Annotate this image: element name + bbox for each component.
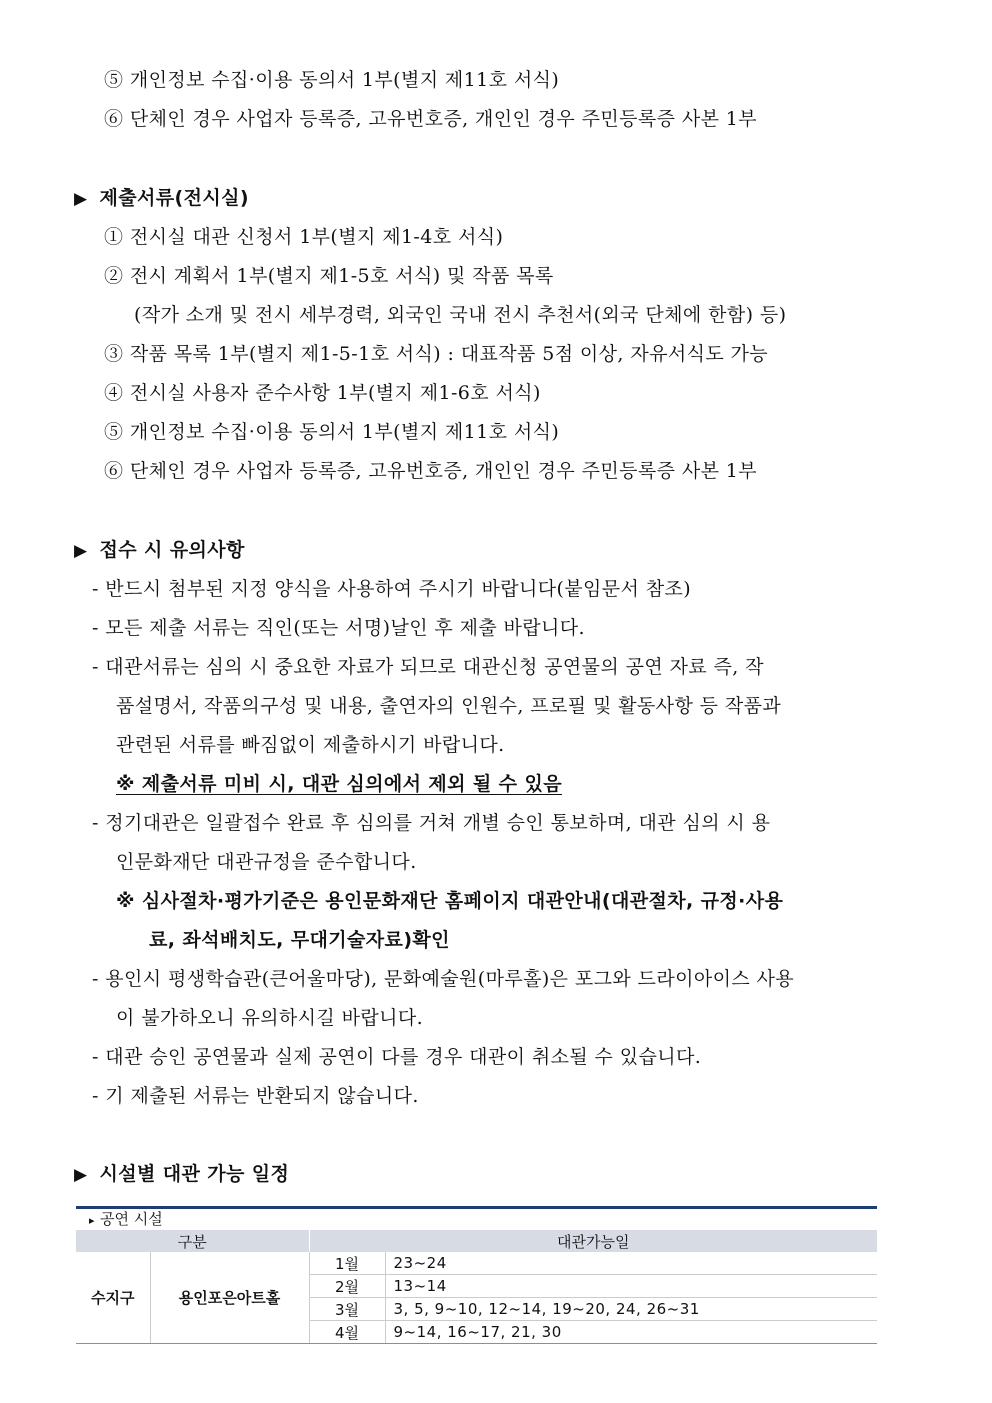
note-3-line-2: 품설명서, 작품의구성 및 내용, 출연자의 인원수, 프로필 및 활동사항 등 작품과 <box>116 695 782 717</box>
table-caption <box>76 1209 877 1230</box>
schedule-table <box>76 1230 877 1344</box>
header-dates: 대관가능일 <box>309 1230 877 1252</box>
exhibit-item-6: ⑥ 단체인 경우 사업자 등록증, 고유번호증, 개인인 경우 주민등록증 사본 1부 <box>104 460 758 482</box>
section-heading-notes <box>74 537 245 564</box>
section-heading-exhibit <box>74 185 249 212</box>
table-caption-text: 공연 시설 <box>100 1210 163 1228</box>
venue-cell: 용인포은아트홀 <box>150 1252 309 1344</box>
district-cell: 수지구 <box>76 1252 150 1344</box>
warning-review-criteria-line-2: 료, 좌석배치도, 무대기술자료)확인 <box>149 929 450 951</box>
month-cell: 2월 <box>309 1275 385 1298</box>
warning-missing-docs: ※ 제출서류 미비 시, 대관 심의에서 제외 될 수 있음 <box>116 773 562 795</box>
section-heading-schedule <box>74 1161 289 1188</box>
exhibit-item-1: ① 전시실 대관 신청서 1부(별지 제1-4호 서식) <box>104 226 504 248</box>
note-4-line-1: - 정기대관은 일괄접수 완료 후 심의를 거쳐 개별 승인 통보하며, 대관 심의 시 용 <box>92 812 771 834</box>
dates-cell: 13~14 <box>385 1275 877 1298</box>
warning-review-criteria-line-1: ※ 심사절차·평가기준은 용인문화재단 홈페이지 대관안내(대관절차, 규정·사용 <box>116 890 784 912</box>
note-4-line-2: 인문화재단 대관규정을 준수합니다. <box>116 851 417 873</box>
dates-cell: 3, 5, 9~10, 12~14, 19~20, 24, 26~31 <box>385 1298 877 1321</box>
month-cell: 4월 <box>309 1321 385 1344</box>
note-3-line-3: 관련된 서류를 빠짐없이 제출하시기 바랍니다. <box>116 734 505 756</box>
note-2: - 모든 제출 서류는 직인(또는 서명)날인 후 제출 바랍니다. <box>92 617 585 639</box>
dates-cell: 9~14, 16~17, 21, 30 <box>385 1321 877 1344</box>
note-5-line-1: - 용인시 평생학습관(큰어울마당), 문화예술원(마루홀)은 포그와 드라이아이스 사용 <box>92 968 795 990</box>
exhibit-item-2-sub: (작가 소개 및 전시 세부경력, 외국인 국내 전시 추천서(외국 단체에 한함) 등) <box>134 304 787 326</box>
triangle-bullet-icon: ▶ <box>74 189 88 209</box>
exhibit-item-3: ③ 작품 목록 1부(별지 제1-5-1호 서식) : 대표작품 5점 이상, 자유서식도 가능 <box>104 343 769 365</box>
header-category: 구분 <box>76 1230 309 1252</box>
table-row <box>76 1252 877 1275</box>
note-5-line-2: 이 불가하오니 유의하시길 바랍니다. <box>116 1007 424 1029</box>
triangle-bullet-icon: ▶ <box>74 1165 88 1185</box>
doc-item-6: ⑥ 단체인 경우 사업자 등록증, 고유번호증, 개인인 경우 주민등록증 사본 1부 <box>104 108 758 130</box>
note-1: - 반드시 첨부된 지정 양식을 사용하여 주시기 바랍니다(붙임문서 참조) <box>92 578 692 600</box>
month-cell: 1월 <box>309 1252 385 1275</box>
triangle-bullet-icon: ▶ <box>74 541 88 561</box>
month-cell: 3월 <box>309 1298 385 1321</box>
schedule-table-container <box>76 1206 877 1344</box>
doc-item-5: ⑤ 개인정보 수집·이용 동의서 1부(별지 제11호 서식) <box>104 69 560 91</box>
note-6: - 대관 승인 공연물과 실제 공연이 다를 경우 대관이 취소될 수 있습니다. <box>92 1046 702 1068</box>
exhibit-item-5: ⑤ 개인정보 수집·이용 동의서 1부(별지 제11호 서식) <box>104 421 560 443</box>
note-3-line-1: - 대관서류는 심의 시 중요한 자료가 되므로 대관신청 공연물의 공연 자료 즉, 작 <box>92 656 764 678</box>
note-7: - 기 제출된 서류는 반환되지 않습니다. <box>92 1085 419 1107</box>
small-bullet-icon: ▸ <box>89 1214 95 1227</box>
section-title: 접수 시 유의사항 <box>99 539 245 561</box>
exhibit-item-2: ② 전시 계획서 1부(별지 제1-5호 서식) 및 작품 목록 <box>104 265 554 287</box>
exhibit-item-4: ④ 전시실 사용자 준수사항 1부(별지 제1-6호 서식) <box>104 382 541 404</box>
table-header-row <box>76 1230 877 1252</box>
dates-cell: 23~24 <box>385 1252 877 1275</box>
section-title: 제출서류(전시실) <box>99 187 249 209</box>
section-title: 시설별 대관 가능 일정 <box>99 1163 290 1185</box>
